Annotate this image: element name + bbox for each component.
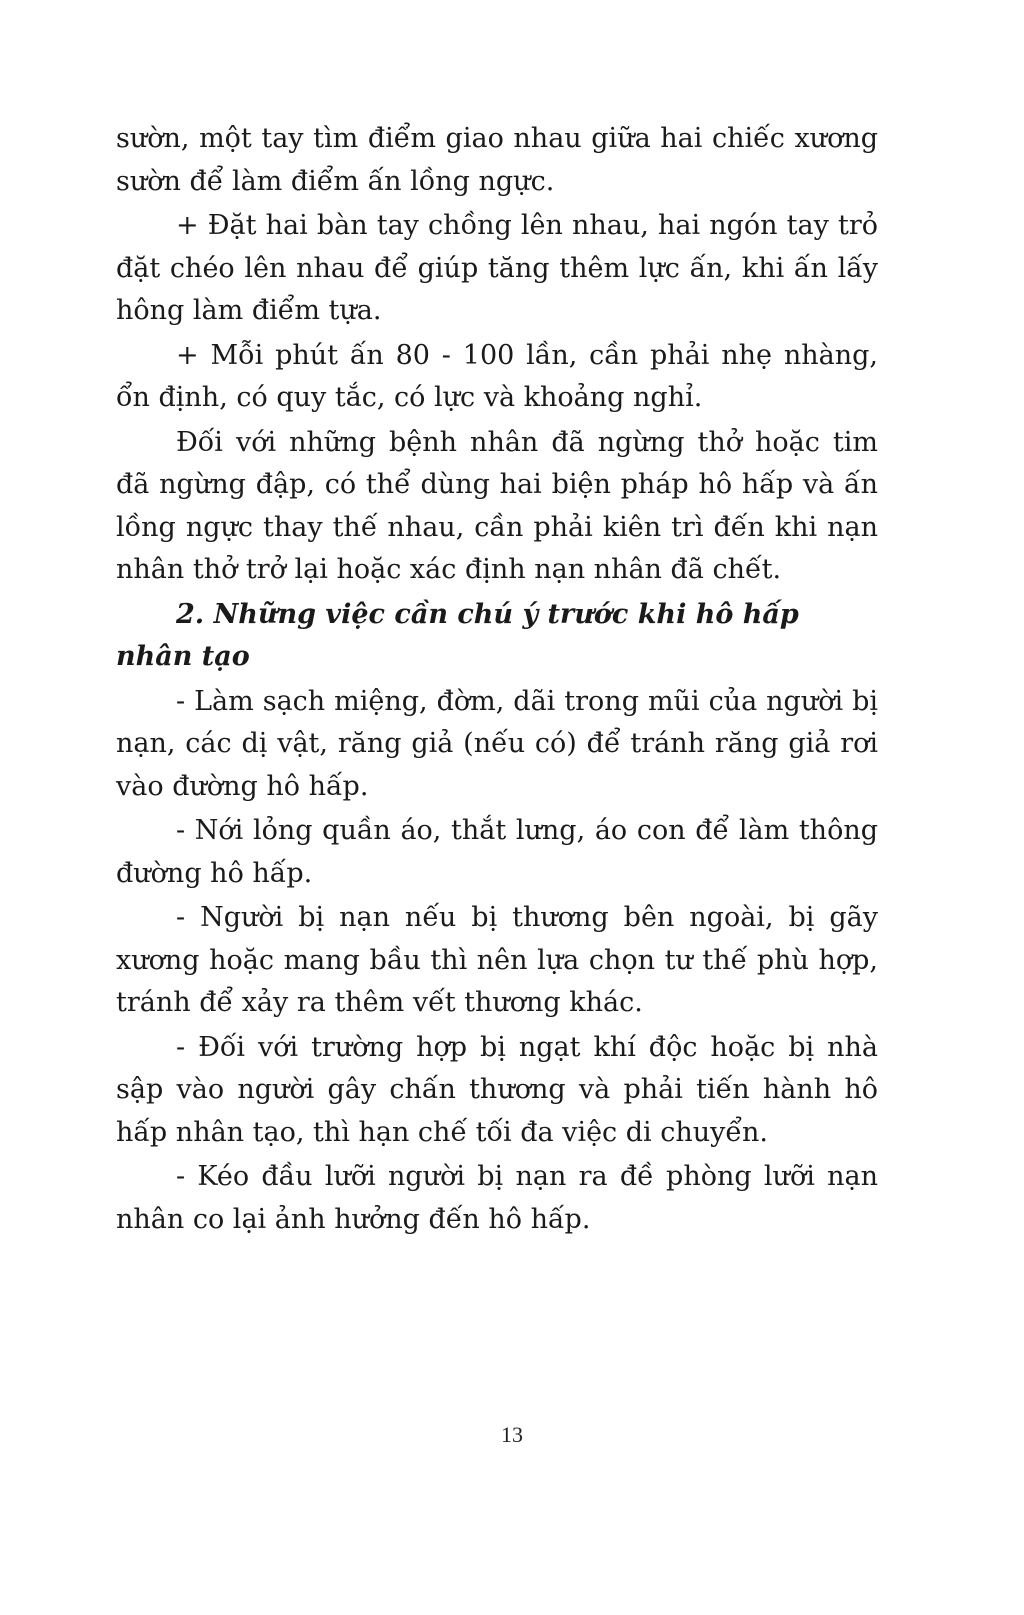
list-item: - Đối với trường hợp bị ngạt khí độc hoặc bị nhà sập vào người gây chấn thương và phải tiến hành hô hấp nhân tạo, thì hạn chế tối đa việc di chuyển.: [116, 1031, 878, 1148]
list-item: - Làm sạch miệng, đờm, dãi trong mũi của người bị nạn, các dị vật, răng giả (nếu có) để tránh răng giả rơi vào đường hô hấp.: [116, 685, 878, 802]
paragraph-continuation: sườn, một tay tìm điểm giao nhau giữa hai chiếc xương sườn để làm điểm ấn lồng ngực.: [116, 123, 878, 197]
section-heading: 2. Những việc cần chú ý trước khi hô hấp nhân tạo: [116, 598, 799, 672]
list-item: - Nới lỏng quần áo, thắt lưng, áo con để làm thông đường hô hấp.: [116, 815, 878, 889]
paragraph-compression-rate: + Mỗi phút ấn 80 - 100 lần, cần phải nhẹ nhàng, ổn định, có quy tắc, có lực và khoảng nghỉ.: [116, 339, 878, 413]
page-body: [116, 118, 878, 1243]
page-number: 13: [501, 1422, 523, 1447]
paragraph-hand-placement: + Đặt hai bàn tay chồng lên nhau, hai ngón tay trỏ đặt chéo lên nhau để giúp tăng thêm lực ấn, khi ấn lấy hông làm điểm tựa.: [116, 210, 878, 326]
paragraph-alternating-methods: Đối với những bệnh nhân đã ngừng thở hoặc tim đã ngừng đập, có thể dùng hai biện pháp hô hấp và ấn lồng ngực thay thế nhau, cần phải kiên trì đến khi nạn nhân thở trở lại hoặc xác định nạn nhân đã chết.: [116, 426, 878, 585]
list-item: - Kéo đầu lưỡi người bị nạn ra đề phòng lưỡi nạn nhân co lại ảnh hưởng đến hô hấp.: [116, 1161, 878, 1235]
list-item: - Người bị nạn nếu bị thương bên ngoài, bị gãy xương hoặc mang bầu thì nên lựa chọn tư thế phù hợp, tránh để xảy ra thêm vết thương khác.: [116, 902, 878, 1018]
